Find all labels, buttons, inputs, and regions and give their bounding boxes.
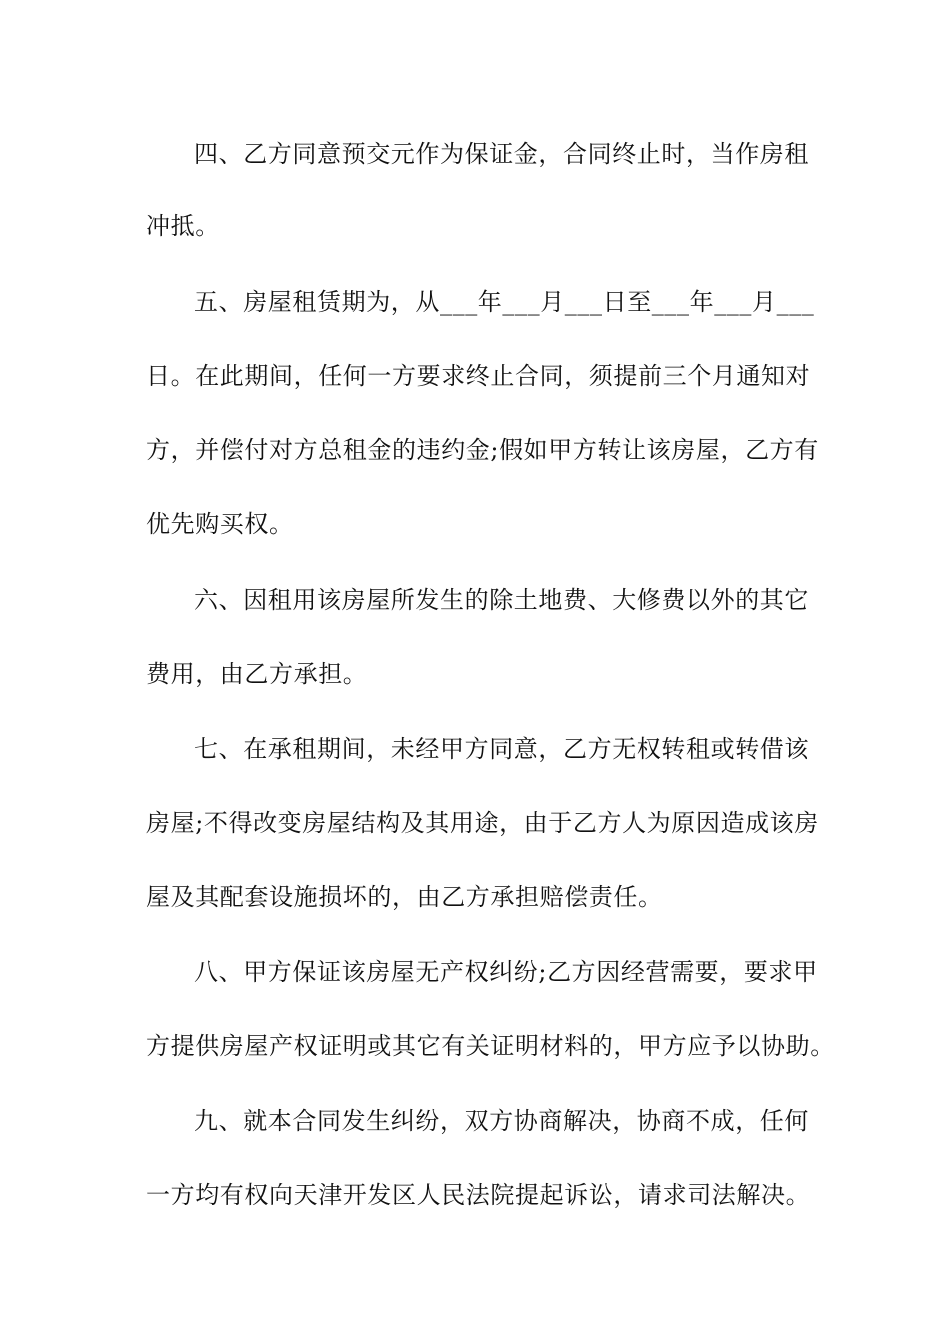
clause-7-line-2: 房屋;不得改变房屋结构及其用途，由于乙方人为原因造成该房 (146, 809, 819, 837)
clause-5-line-2: 日。在此期间，任何一方要求终止合同，须提前三个月通知对 (146, 362, 811, 390)
clause-8-line-2: 方提供房屋产权证明或其它有关证明材料的，甲方应予以协助。 (146, 1032, 835, 1060)
clause-5-line-4: 优先购买权。 (146, 510, 294, 538)
clause-8-line-1: 八、甲方保证该房屋无产权纠纷;乙方因经营需要，要求甲 (194, 958, 818, 986)
clause-6-line-2: 费用，由乙方承担。 (146, 660, 368, 688)
clause-7-line-3: 屋及其配套设施损坏的，由乙方承担赔偿责任。 (146, 883, 663, 911)
clause-9-line-1: 九、就本合同发生纠纷，双方协商解决，协商不成，任何 (194, 1107, 809, 1135)
clause-5-line-3: 方，并偿付对方总租金的违约金;假如甲方转让该房屋，乙方有 (146, 436, 819, 464)
clause-5-line-1: 五、房屋租赁期为，从___年___月___日至___年___月___ (194, 288, 815, 316)
clause-6-line-1: 六、因租用该房屋所发生的除土地费、大修费以外的其它 (194, 586, 809, 614)
clause-9-line-2: 一方均有权向天津开发区人民法院提起诉讼，请求司法解决。 (146, 1181, 811, 1209)
clause-7-line-1: 七、在承租期间，未经甲方同意，乙方无权转租或转借该 (194, 735, 809, 763)
clause-4-line-2: 冲抵。 (146, 212, 220, 240)
clause-4-line-1: 四、乙方同意预交元作为保证金，合同终止时，当作房租 (194, 140, 809, 168)
